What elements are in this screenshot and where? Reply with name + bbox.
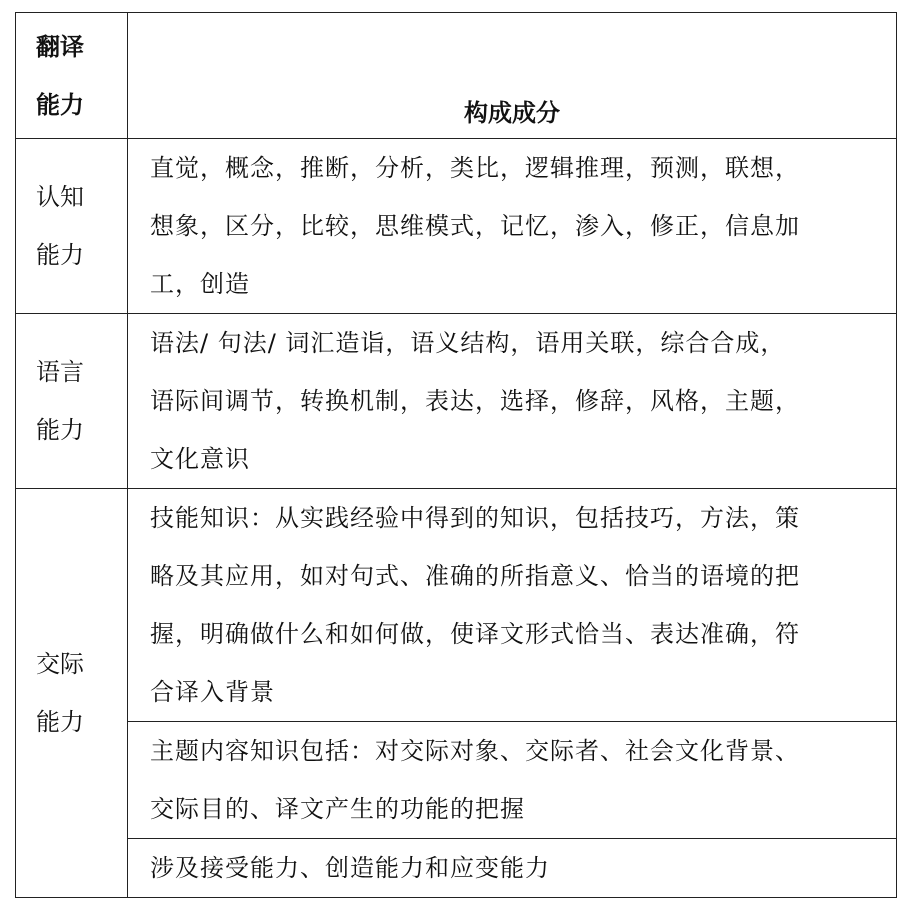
- translation-competence-table: [15, 12, 897, 898]
- ability-cognitive-line2: 能力: [36, 241, 84, 269]
- header-ability-line2: 能力: [36, 90, 84, 119]
- header-row: [16, 13, 897, 139]
- ability-linguistic-line1: 语言: [36, 358, 84, 386]
- skills-text-line: 握，明确做什么和如何做，使译文形式恰当、表达准确，符: [150, 620, 800, 648]
- table-row-communicative-other: [16, 839, 897, 898]
- table-row-linguistic: [16, 314, 897, 489]
- skills-text-line: 技能知识：从实践经验中得到的知识，包括技巧，方法，策: [150, 504, 800, 532]
- skills-text-line: 略及其应用，如对句式、准确的所指意义、恰当的语境的把: [150, 562, 800, 590]
- cognitive-text-line: 想象，区分，比较，思维模式，记忆，渗入，修正，信息加: [150, 212, 800, 240]
- topic-text-line: 交际目的、译文产生的功能的把握: [150, 795, 525, 823]
- linguistic-text-line: 语法/ 句法/ 词汇造诣，语义结构，语用关联，综合合成，: [150, 329, 786, 357]
- table-row-communicative-topic: [16, 722, 897, 839]
- ability-communicative-line2: 能力: [36, 708, 84, 736]
- header-components-label: 构成成分: [464, 99, 560, 127]
- topic-text-line: 主题内容知识包括：对交际对象、交际者、社会文化背景、: [150, 737, 800, 765]
- other-text-line: 涉及接受能力、创造能力和应变能力: [150, 854, 550, 882]
- header-components-cell: [128, 13, 897, 139]
- header-ability-line1: 翻译: [36, 32, 84, 61]
- ability-cognitive-line1: 认知: [36, 183, 84, 211]
- components-cell-linguistic: [128, 314, 897, 489]
- cognitive-text-line: 直觉，概念，推断，分析，类比，逻辑推理，预测，联想，: [150, 154, 800, 182]
- components-cell-communicative-skills: [128, 489, 897, 722]
- skills-text-line: 合译入背景: [150, 678, 275, 706]
- ability-cell-linguistic: [16, 314, 128, 489]
- components-cell-cognitive: [128, 139, 897, 314]
- components-cell-communicative-other: [128, 839, 897, 898]
- ability-cell-communicative: [16, 489, 128, 898]
- ability-communicative-line1: 交际: [36, 650, 84, 678]
- table-row-cognitive: [16, 139, 897, 314]
- table-row-communicative-skills: [16, 489, 897, 722]
- linguistic-text-line: 语际间调节，转换机制，表达，选择，修辞，风格，主题，: [150, 387, 800, 415]
- components-cell-communicative-topic: [128, 722, 897, 839]
- ability-linguistic-line2: 能力: [36, 416, 84, 444]
- linguistic-text-line: 文化意识: [150, 445, 250, 473]
- cognitive-text-line: 工，创造: [150, 270, 250, 298]
- ability-cell-cognitive: [16, 139, 128, 314]
- header-ability-cell: [16, 13, 128, 139]
